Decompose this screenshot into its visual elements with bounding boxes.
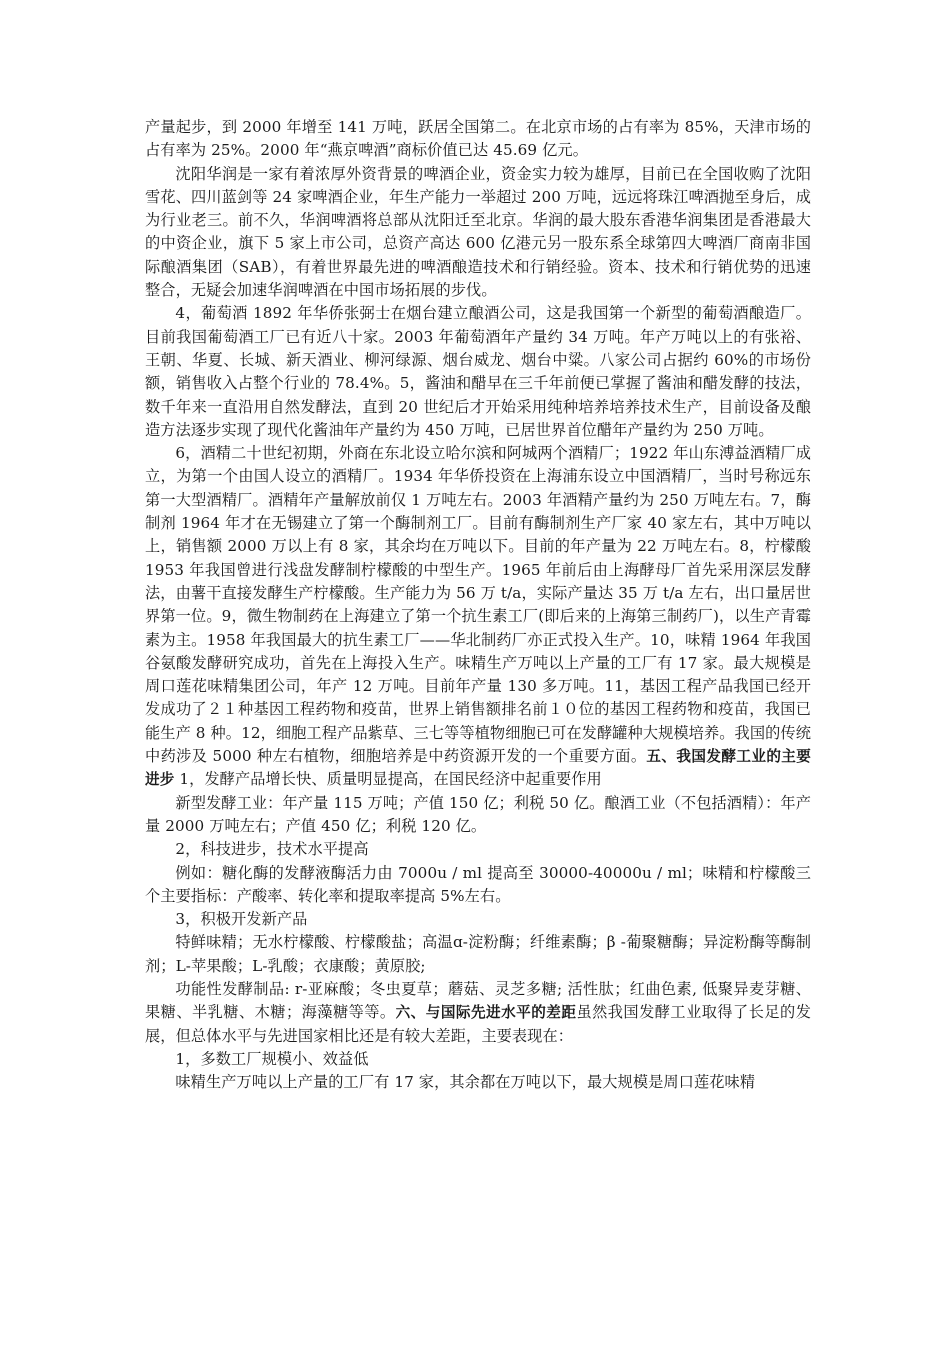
paragraph bbox=[145, 862, 811, 909]
document-body bbox=[145, 116, 811, 1094]
paragraph bbox=[145, 1071, 811, 1094]
paragraph bbox=[145, 978, 811, 1048]
paragraph bbox=[145, 931, 811, 978]
section-heading: 五、我国发酵工业的主要进步 bbox=[145, 748, 811, 789]
paragraph-text: 虽然我国发酵工业取得了长足的发展，但总体水平与先进国家相比还是有较大差距，主要表现在： bbox=[145, 1003, 811, 1045]
paragraph-text: 1，发酵产品增长快、质量明显提高，在国民经济中起重要作用 bbox=[174, 770, 602, 789]
paragraph-text: 6，酒精二十世纪初期，外商在东北设立哈尔滨和阿城两个酒精厂；1922 年山东溥益酒精厂成立，为第一个由国人设立的酒精厂。1934 年华侨投资在上海浦东设立中国酒精厂，当时号称远东第一大型酒精厂。酒精年产量解放前仅 1 万吨左右。2003 年酒精产量约为 250 万吨左右。7，酶制剂 1964 年才在无锡建立了第一个酶制剂工厂。目前有酶制剂生产厂家 40 家左右，其中万吨以上，销售额 2000 万以上有 8 家，其余均在万吨以下。目前的年产量为 22 万吨左右。8，柠檬酸 1953 年我国曾进行浅盘发酵制柠檬酸的中型生产。1965 年前后由上海酵母厂首先采用深层发酵法，由薯干直接发酵生产柠檬酸。生产能力为 56 万 t/a，实际产量达 35 万 t/a 左右，出口量居世界第一位。9，微生物制药在上海建立了第一个抗生素工厂(即后来的上海第三制药厂)，以生产青霉素为主。1958 年我国最大的抗生素工厂——华北制药厂亦正式投入生产。10，味精 1964 年我国谷氨酸发酵研究成功，首先在上海投入生产。味精生产万吨以上产量的工厂有 17 家。最大规模是周口莲花味精集团公司，年产 12 万吨。目前年产量 130 多万吨。11，基因工程产品我国已经开发成功了２１种基因工程药物和疫苗，世界上销售额排名前１０位的基因工程药物和疫苗，我国已能生产 8 种。12，细胞工程产品紫草、三七等等植物细胞已可在发酵罐种大规模培养。我国的传统中药涉及 5000 种左右植物，细胞培养是中药资源开发的一个重要方面。 bbox=[145, 444, 811, 766]
paragraph bbox=[145, 163, 811, 303]
paragraph-text: 2，科技进步，技术水平提高 bbox=[175, 840, 369, 859]
section-heading: 六、与国际先进水平的差距 bbox=[395, 1004, 577, 1022]
paragraph-text: 新型发酵工业：年产量 115 万吨；产值 150 亿；利税 50 亿。酿酒工业（不包括酒精）：年产量 2000 万吨左右；产值 450 亿；利税 120 亿。 bbox=[145, 793, 811, 835]
paragraph bbox=[145, 792, 811, 839]
paragraph bbox=[145, 302, 811, 442]
paragraph-text: 味精生产万吨以上产量的工厂有 17 家，其余都在万吨以下，最大规模是周口莲花味精 bbox=[175, 1073, 756, 1092]
paragraph bbox=[145, 908, 811, 931]
paragraph-text: 产量起步，到 2000 年增至 141 万吨，跃居全国第二。在北京市场的占有率为 85%，天津市场的占有率为 25%。2000 年“燕京啤酒”商标价值已达 45.69 亿元。 bbox=[145, 118, 811, 160]
paragraph-text: 特鲜味精；无水柠檬酸、柠檬酸盐；高温ɑ-淀粉酶；纤维素酶；β -葡聚糖酶；异淀粉酶等酶制剂；L-苹果酸；L-乳酸；衣康酸；黄原胶; bbox=[145, 933, 811, 975]
paragraph-text: 沈阳华润是一家有着浓厚外资背景的啤酒企业，资金实力较为雄厚，目前已在全国收购了沈阳雪花、四川蓝剑等 24 家啤酒企业，年生产能力一举超过 200 万吨，远远将珠江啤酒抛至身后，成为行业老三。前不久，华润啤酒将总部从沈阳迁至北京。华润的最大股东香港华润集团是香港最大的中资企业，旗下 5 家上市公司，总资产高达 600 亿港元另一股东系全球第四大啤酒厂商南非国际酿酒集团（SAB），有着世界最先进的啤酒酿造技术和行销经验。资本、技术和行销优势的迅速整合，无疑会加速华润啤酒在中国市场拓展的步伐。 bbox=[145, 164, 811, 300]
paragraph bbox=[145, 116, 811, 163]
paragraph-text: 1，多数工厂规模小、效益低 bbox=[175, 1049, 369, 1068]
paragraph bbox=[145, 442, 811, 791]
paragraph-text: 4，葡萄酒 1892 年华侨张弼士在烟台建立酿酒公司，这是我国第一个新型的葡萄酒酿造厂。目前我国葡萄酒工厂已有近八十家。2003 年葡萄酒年产量约 34 万吨。年产万吨以上的有张裕、王朝、华夏、长城、新天酒业、柳河绿源、烟台威龙、烟台中粱。八家公司占据约 60%的市场份额，销售收入占整个行业的 78.4%。5，酱油和醋早在三千年前便已掌握了酱油和醋发酵的技法，数千年来一直沿用自然发酵法，直到 20 世纪后才开始采用纯种培养培养技术生产，目前设备及酿造方法逐步实现了现代化酱油年产量约为 450 万吨，已居世界首位醋年产量约为 250 万吨。 bbox=[145, 304, 811, 439]
paragraph-text: 功能性发酵制品: r-亚麻酸；冬虫夏草；蘑菇、灵芝多糖; 活性肽；红曲色素, 低聚异麦芽糖、果糖、半乳糖、木糖；海藻糖等等。 bbox=[145, 979, 811, 1022]
paragraph bbox=[145, 838, 811, 861]
paragraph-text: 例如：糖化酶的发酵液酶活力由 7000u / ml 提高至 30000-40000u / ml；味精和柠檬酸三个主要指标：产酸率、转化率和提取率提高 5%左右。 bbox=[145, 863, 811, 905]
paragraph bbox=[145, 1048, 811, 1071]
paragraph-text: 3，积极开发新产品 bbox=[175, 910, 308, 929]
